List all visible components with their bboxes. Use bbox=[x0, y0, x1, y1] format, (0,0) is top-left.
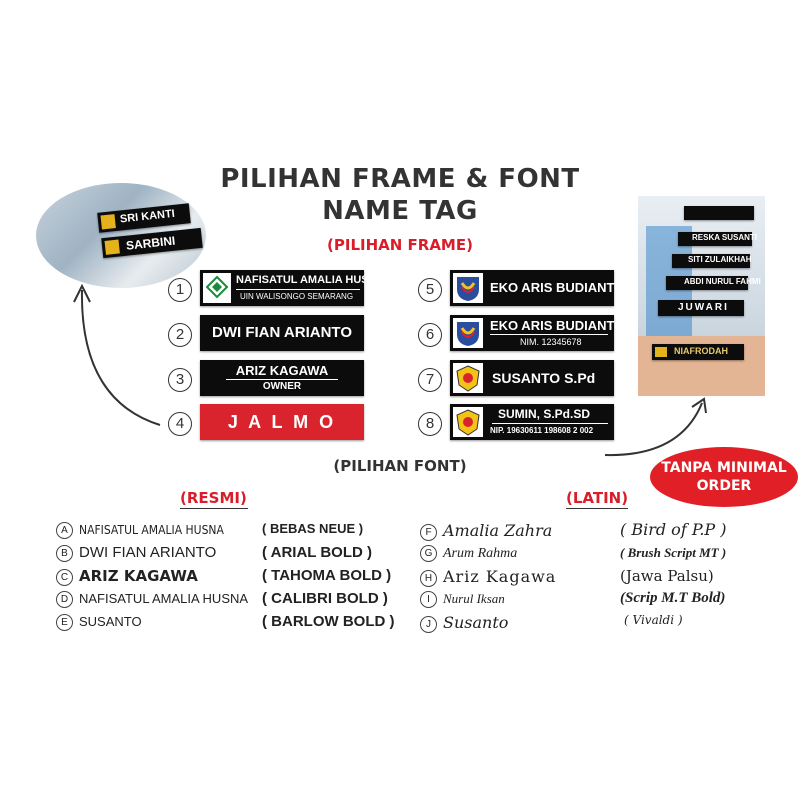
latin-heading: (LATIN) bbox=[566, 489, 629, 507]
frame-number-7: 7 bbox=[418, 368, 442, 392]
option-letter-e: E bbox=[56, 614, 73, 631]
option-sample-h: Ariz Kagawa bbox=[443, 567, 557, 586]
option-letter-g: G bbox=[420, 545, 437, 562]
frame-number-8: 8 bbox=[418, 412, 442, 436]
frame-number-4: 4 bbox=[168, 412, 192, 436]
arrow-left-icon bbox=[60, 280, 170, 430]
frame-3-name: ARIZ KAGAWA bbox=[235, 363, 329, 378]
shield-logo-icon bbox=[453, 273, 483, 303]
frame-heading: (PILIHAN FRAME) bbox=[327, 236, 473, 254]
frame-option-3[interactable] bbox=[200, 360, 364, 396]
resmi-font-e: ( BARLOW BOLD ) bbox=[262, 613, 395, 630]
frame-number-1: 1 bbox=[168, 278, 192, 302]
frame-5-name: EKO ARIS BUDIANTO bbox=[490, 280, 625, 295]
option-letter-j: J bbox=[420, 616, 437, 633]
resmi-underline bbox=[180, 508, 248, 509]
option-letter-b: B bbox=[56, 545, 73, 562]
resmi-option-b[interactable] bbox=[56, 544, 216, 562]
option-sample-f: Amalia Zahra bbox=[443, 521, 553, 540]
frame-number-5: 5 bbox=[418, 278, 442, 302]
frame-option-7[interactable] bbox=[450, 360, 614, 396]
frame-option-4[interactable] bbox=[200, 404, 364, 440]
photo-tag-2-text: SARBINI bbox=[125, 233, 176, 253]
photo-tag-e bbox=[658, 300, 744, 316]
option-letter-f: F bbox=[420, 524, 437, 541]
resmi-option-a[interactable] bbox=[56, 521, 240, 539]
latin-font-i: (Scrip M.T Bold) bbox=[620, 590, 726, 606]
photo-tag-b-text: RESKA SUSANTI bbox=[692, 233, 758, 242]
photo-tag-1-text: SRI KANTI bbox=[119, 207, 176, 226]
uin-logo-icon bbox=[203, 273, 231, 303]
photo-tag-c bbox=[672, 254, 750, 268]
photo-tag-f bbox=[652, 344, 744, 360]
latin-font-h: (Jawa Palsu) bbox=[620, 567, 714, 585]
frame-4-name: J A L M O bbox=[227, 412, 337, 432]
resmi-option-e[interactable] bbox=[56, 613, 142, 631]
frame-number-6: 6 bbox=[418, 323, 442, 347]
option-sample-i: Nurul Iksan bbox=[443, 591, 505, 606]
resmi-font-b: ( ARIAL BOLD ) bbox=[262, 544, 372, 561]
regional-logo-icon-2 bbox=[453, 407, 483, 437]
option-letter-h: H bbox=[420, 570, 437, 587]
resmi-font-c: ( TAHOMA BOLD ) bbox=[262, 567, 392, 584]
frame-8-divider bbox=[492, 423, 608, 424]
option-sample-a: NAFISATUL AMALIA HUSNA bbox=[79, 523, 224, 537]
frame-1-sub: UIN WALISONGO SEMARANG bbox=[240, 292, 354, 301]
option-sample-g: Arum Rahma bbox=[443, 546, 518, 561]
frame-7-name: SUSANTO S.Pd bbox=[492, 370, 596, 386]
badge-line-2: ORDER bbox=[696, 478, 752, 494]
resmi-font-d: ( CALIBRI BOLD ) bbox=[262, 590, 388, 607]
photo-tag-d bbox=[666, 276, 761, 290]
regional-logo-icon bbox=[453, 363, 483, 393]
latin-option-f[interactable] bbox=[420, 521, 552, 541]
frame-1-divider bbox=[236, 289, 360, 290]
frame-option-2[interactable] bbox=[200, 315, 364, 351]
option-letter-a: A bbox=[56, 522, 73, 539]
photo-tag-1 bbox=[97, 203, 191, 233]
frame-6-divider bbox=[490, 334, 608, 335]
product-photo-left bbox=[36, 183, 206, 288]
photo-tag-2 bbox=[101, 228, 203, 258]
photo-tag-a bbox=[684, 206, 754, 220]
option-sample-c: ARIZ KAGAWA bbox=[79, 567, 198, 585]
option-sample-b: DWI FIAN ARIANTO bbox=[79, 544, 217, 561]
option-sample-d: NAFISATUL AMALIA HUSNA bbox=[79, 591, 249, 606]
option-letter-i: I bbox=[420, 591, 437, 608]
page-subtitle: NAME TAG bbox=[322, 196, 478, 226]
resmi-heading: (RESMI) bbox=[180, 489, 247, 507]
latin-font-j: ( Vivaldi ) bbox=[624, 613, 683, 627]
option-sample-j: Susanto bbox=[443, 613, 509, 632]
frame-3-sub: OWNER bbox=[262, 381, 302, 392]
frame-option-8[interactable] bbox=[450, 404, 614, 440]
frame-2-name: DWI FIAN ARIANTO bbox=[212, 324, 352, 341]
latin-option-g[interactable] bbox=[420, 544, 517, 562]
option-letter-c: C bbox=[56, 569, 73, 586]
latin-underline bbox=[566, 508, 628, 509]
frame-6-name: EKO ARIS BUDIANTO bbox=[490, 318, 625, 333]
no-minimum-order-badge bbox=[650, 447, 798, 507]
resmi-option-c[interactable] bbox=[56, 567, 198, 586]
option-sample-e: SUSANTO bbox=[79, 614, 142, 629]
photo-tag-d-text: ABDI NURUL FAHMI bbox=[684, 277, 761, 286]
resmi-option-d[interactable] bbox=[56, 590, 248, 608]
frame-option-1[interactable] bbox=[200, 270, 385, 306]
latin-font-g: ( Brush Script MT ) bbox=[620, 545, 727, 560]
frame-number-3: 3 bbox=[168, 368, 192, 392]
shield-logo-icon-2 bbox=[453, 318, 483, 348]
option-letter-d: D bbox=[56, 591, 73, 608]
frame-option-5[interactable] bbox=[450, 270, 625, 306]
frame-3-divider bbox=[226, 379, 338, 380]
latin-font-f: ( Bird of P.P ) bbox=[620, 520, 727, 539]
frame-1-name: NAFISATUL AMALIA HUSNA bbox=[236, 274, 385, 286]
latin-option-j[interactable] bbox=[420, 613, 508, 633]
font-heading: (PILIHAN FONT) bbox=[333, 457, 467, 475]
latin-option-h[interactable] bbox=[420, 567, 556, 587]
photo-tag-c-text: SITI ZULAIKHAH bbox=[688, 255, 752, 264]
frame-option-6[interactable] bbox=[450, 315, 625, 351]
resmi-font-a: ( BEBAS NEUE ) bbox=[262, 521, 364, 536]
frame-8-sub: NIP. 19630611 198608 2 002 bbox=[490, 426, 594, 435]
badge-line-1: TANPA MINIMAL bbox=[661, 460, 787, 476]
frame-6-sub: NIM. 12345678 bbox=[520, 337, 582, 347]
frame-8-name: SUMIN, S.Pd.SD bbox=[498, 407, 591, 421]
photo-tag-e-text: JUWARI bbox=[678, 302, 729, 313]
page-title: PILIHAN FRAME & FONT bbox=[220, 164, 580, 194]
latin-option-i[interactable] bbox=[420, 590, 505, 608]
frame-number-2: 2 bbox=[168, 323, 192, 347]
photo-tag-f-text: NIAFRODAH bbox=[674, 346, 728, 356]
product-photo-right bbox=[638, 196, 765, 396]
photo-tag-b bbox=[678, 232, 758, 246]
